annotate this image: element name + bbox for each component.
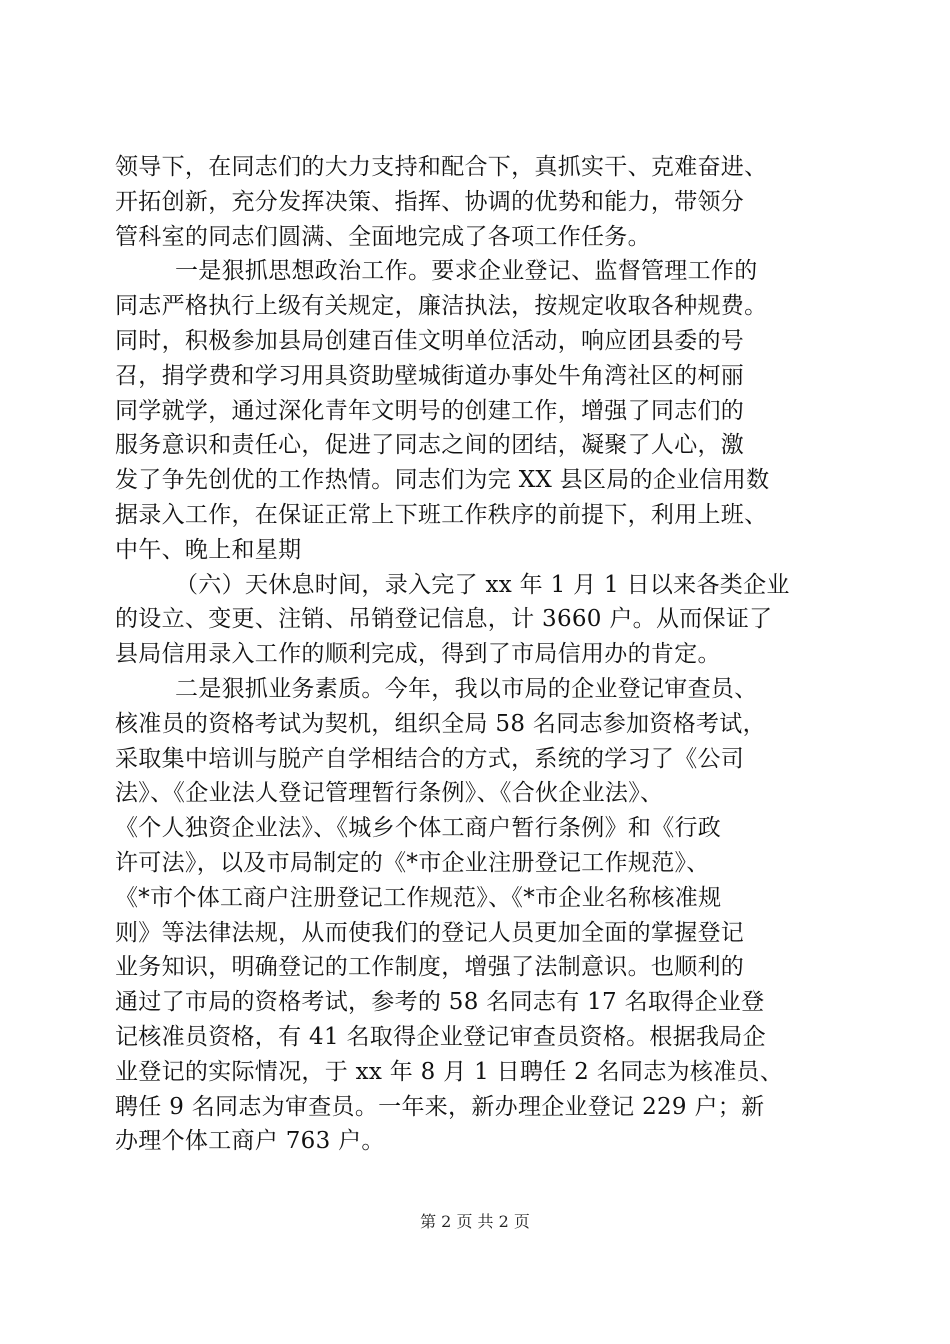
text-line: 则》等法律法规，从而使我们的登记人员更加全面的掌握登记 — [115, 919, 745, 946]
page-number-footer: 第 2 页 共 2 页 — [420, 1212, 530, 1231]
text-line: 采取集中培训与脱产自学相结合的方式，系统的学习了《公司 — [115, 745, 745, 772]
text-line: 同学就学，通过深化青年文明号的创建工作，增强了同志们的 — [115, 397, 745, 424]
text-line: 发了争先创优的工作热情。同志们为完 XX 县区局的企业信用数 — [115, 467, 770, 494]
text-line: 聘任 9 名同志为审查员。一年来，新办理企业登记 229 户；新 — [115, 1093, 765, 1120]
text-line: 《个人独资企业法》、《城乡个体工商户暂行条例》和《行政 — [115, 815, 722, 842]
text-line: 据录入工作，在保证正常上下班工作秩序的前提下，利用上班、 — [115, 501, 768, 528]
text-line: 记核准员资格，有 41 名取得企业登记审查员资格。根据我局企 — [115, 1023, 766, 1050]
paragraph-first-line: 二是狠抓业务素质。今年，我以市局的企业登记审查员、 — [175, 675, 758, 702]
text-line: 服务意识和责任心，促进了同志之间的团结，凝聚了人心，激 — [115, 432, 745, 459]
text-line: 同时，积极参加县局创建百佳文明单位活动，响应团县委的号 — [115, 327, 745, 354]
text-line: 的设立、变更、注销、吊销登记信息，计 3660 户。从而保证了 — [115, 606, 773, 633]
text-line: 通过了市局的资格考试，参考的 58 名同志有 17 名取得企业登 — [115, 989, 765, 1016]
text-line: 法》、《企业法人登记管理暂行条例》、《合伙企业法》、 — [115, 780, 664, 807]
document-body — [115, 150, 835, 1159]
text-line: 办理个体工商户 763 户。 — [115, 1128, 385, 1155]
text-line: 召，捐学费和学习用具资助壁城街道办事处牛角湾社区的柯丽 — [115, 362, 745, 389]
text-line: 开拓创新，充分发挥决策、指挥、协调的优势和能力，带领分 — [115, 188, 745, 215]
text-line: 管科室的同志们圆满、全面地完成了各项工作任务。 — [115, 223, 651, 250]
paragraph-first-line: 一是狠抓思想政治工作。要求企业登记、监督管理工作的 — [175, 258, 758, 285]
paragraph-first-line: （六）天休息时间，录入完了 xx 年 1 月 1 日以来各类企业 — [175, 571, 790, 598]
text-line: 同志严格执行上级有关规定，廉洁执法，按规定收取各种规费。 — [115, 293, 768, 320]
text-line: 业登记的实际情况，于 xx 年 8 月 1 日聘任 2 名同志为核准员、 — [115, 1058, 784, 1085]
text-line: 许可法》，以及市局制定的《*市企业注册登记工作规范》、 — [115, 849, 710, 876]
text-line: 县局信用录入工作的顺利完成，得到了市局信用办的肯定。 — [115, 641, 721, 668]
text-line: 中午、晚上和星期 — [115, 536, 302, 563]
text-line: 《*市个体工商户注册登记工作规范》、《*市企业名称核准规 — [115, 884, 722, 911]
text-line: 核准员的资格考试为契机，组织全局 58 名同志参加资格考试， — [115, 710, 766, 737]
text-line: 领导下，在同志们的大力支持和配合下，真抓实干、克难奋进、 — [115, 154, 768, 180]
text-line: 业务知识，明确登记的工作制度，增强了法制意识。也顺利的 — [115, 954, 745, 981]
